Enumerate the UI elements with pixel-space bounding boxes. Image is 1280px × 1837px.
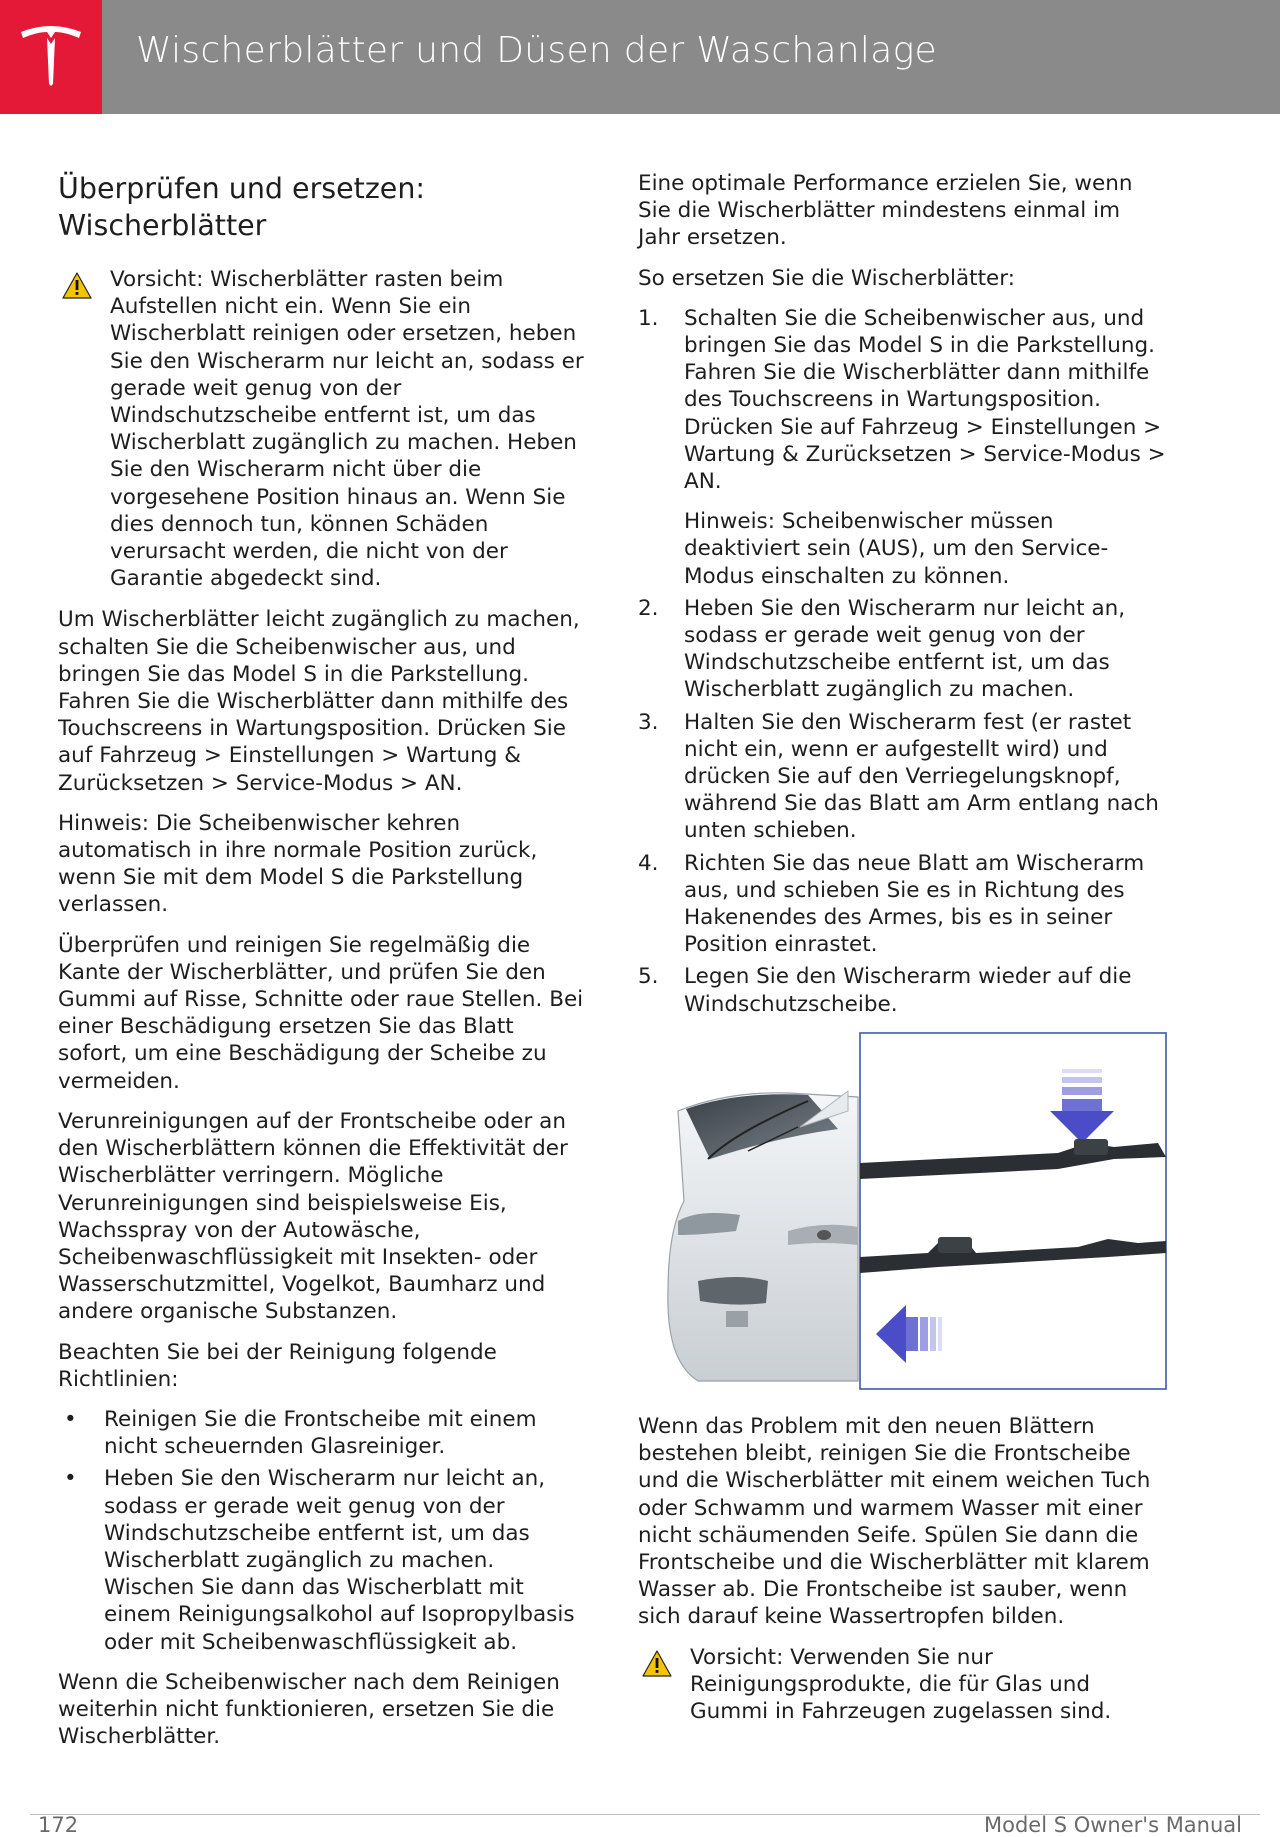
list-item: • Reinigen Sie die Frontscheibe mit einem nicht scheuernden Glasreiniger. <box>64 1406 537 1460</box>
left-column <box>58 170 588 1763</box>
warning-triangle-icon <box>62 272 92 299</box>
paragraph-performance: Eine optimale Performance erzielen Sie, wenn Sie die Wischerblätter mindestens einmal im Jahr ersetzen. <box>638 171 1133 251</box>
paragraph-cleaning: Wenn das Problem mit den neuen Blättern bestehen bleibt, reinigen Sie die Frontscheibe und die Wischerblätter mit einem weichen Tuch oder Schwamm und warmem Wasser mit einer nicht schäumenden Seife. Spülen Sie dann die Frontscheibe und die Wischerblätter mit klarem Wasser ab. Die Frontscheibe ist sauber, wenn sich darauf keine Wassertropfen bilden. <box>638 1413 1151 1630</box>
page-title: Wischerblätter und Düsen der Waschanlage <box>136 30 937 71</box>
step-item: 5. Legen Sie den Wischerarm wieder auf die Windschutzscheibe. <box>638 964 1132 1017</box>
wiper-blade-illustration <box>638 1031 1168 1391</box>
tesla-logo <box>0 0 102 114</box>
list-item: • Heben Sie den Wischerarm nur leicht an, sodass er gerade weit genug von der Windschutzscheibe entfernt ist, um das Wischerblatt zugänglich zu machen. Wischen Sie dann das Wischerblatt mit einem Reinigungsalkohol auf Isopropylbasis oder mit Scheibenwaschflüssigkeit ab. <box>64 1466 575 1655</box>
manual-title: Model S Owner's Manual <box>984 1813 1242 1837</box>
steps-list <box>638 305 1168 1018</box>
caution-text: Vorsicht: Verwenden Sie nur Reinigungsprodukte, die für Glas und Gummi in Fahrzeugen zugelassen sind. <box>690 1644 1112 1724</box>
paragraph-replace: Wenn die Scheibenwischer nach dem Reinigen weiterhin nicht funktionieren, ersetzen Sie die Wischerblätter. <box>58 1669 560 1750</box>
section-heading: Überprüfen und ersetzen: Wischerblätter <box>58 172 426 242</box>
tesla-logo-icon <box>19 22 83 88</box>
paragraph-howto: So ersetzen Sie die Wischerblätter: <box>638 265 1015 291</box>
paragraph-access: Um Wischerblätter leicht zugänglich zu machen, schalten Sie die Scheibenwischer aus, und bringen Sie das Model S in die Parkstellung. Fahren Sie die Wischerblätter dann mithilfe des Touchscreens in Wartungsposition. Drücken Sie auf Fahrzeug > Einstellungen > Wartung & Zurücksetzen > Service-Modus > AN. <box>58 607 580 796</box>
paragraph-note: Hinweis: Die Scheibenwischer kehren automatisch in ihre normale Position zurück, wenn Sie mit dem Model S die Parkstellung verlassen. <box>58 810 538 918</box>
warning-triangle-icon <box>642 1650 672 1677</box>
paragraph-inspect: Überprüfen und reinigen Sie regelmäßig die Kante der Wischerblätter, und prüfen Sie den Gummi auf Risse, Schnitte oder raue Stellen. Bei einer Beschädigung ersetzen Sie das Blatt sofort, um eine Beschädigung der Scheibe zu vermeiden. <box>58 932 584 1094</box>
step-item: 2. Heben Sie den Wischerarm nur leicht an, sodass er gerade weit genug von der Windschutzscheibe entfernt ist, um das Wischerblatt zugänglich zu machen. <box>638 595 1126 703</box>
step-note: Hinweis: Scheibenwischer müssen deaktiviert sein (AUS), um den Service-Modus einschalten zu können. <box>684 509 1109 589</box>
paragraph-guidelines: Beachten Sie bei der Reinigung folgende Richtlinien: <box>58 1339 497 1392</box>
caution-text: Vorsicht: Wischerblätter rasten beim Aufstellen nicht ein. Wenn Sie ein Wischerblatt reinigen oder ersetzen, heben Sie den Wischerarm nur leicht an, sodass er gerade weit genug von der Windschutzscheibe entfernt ist, um das Wischerblatt zugänglich zu machen. Heben Sie den Wischerarm nicht über die vorgesehene Position hinaus an. Wenn Sie dies dennoch tun, können Schäden verursacht werden, die nicht von der Garantie abgedeckt sind. <box>110 267 584 592</box>
guidelines-list <box>58 1406 588 1656</box>
page-header <box>0 0 1280 114</box>
step-item: 1. Schalten Sie die Scheibenwischer aus, und bringen Sie das Model S in die Parkstellung. Fahren Sie die Wischerblätter dann mithilfe des Touchscreens in Wartungsposition. Drücken Sie auf Fahrzeug > Einstellungen > Wartung & Zurücksetzen > Service-Modus > AN. Hinweis: Scheibenwischer müssen deaktiviert sein (AUS), um den Service-Modus einschalten zu können. <box>638 305 1168 590</box>
right-column <box>638 170 1168 1739</box>
step-item: 3. Halten Sie den Wischerarm fest (er rastet nicht ein, wenn er aufgestellt wird) und drücken Sie auf den Verriegelungsknopf, während Sie das Blatt am Arm entlang nach unten schieben. <box>638 709 1159 844</box>
caution-note-products <box>638 1644 1168 1726</box>
caution-note <box>58 266 588 592</box>
step-item: 4. Richten Sie das neue Blatt am Wischerarm aus, und schieben Sie es in Richtung des Hakenendes des Armes, bis es in seiner Position einrastet. <box>638 850 1145 958</box>
paragraph-contaminants: Verunreinigungen auf der Frontscheibe oder an den Wischerblättern können die Effektivität der Wischerblätter verringern. Mögliche Verunreinigungen sind beispielsweise Eis, Wachsspray von der Autowäsche, Scheibenwaschflüssigkeit mit Insekten- oder Wasserschutzmittel, Vogelkot, Baumharz und andere organische Substanzen. <box>58 1108 568 1325</box>
page-number: 172 <box>38 1813 79 1837</box>
